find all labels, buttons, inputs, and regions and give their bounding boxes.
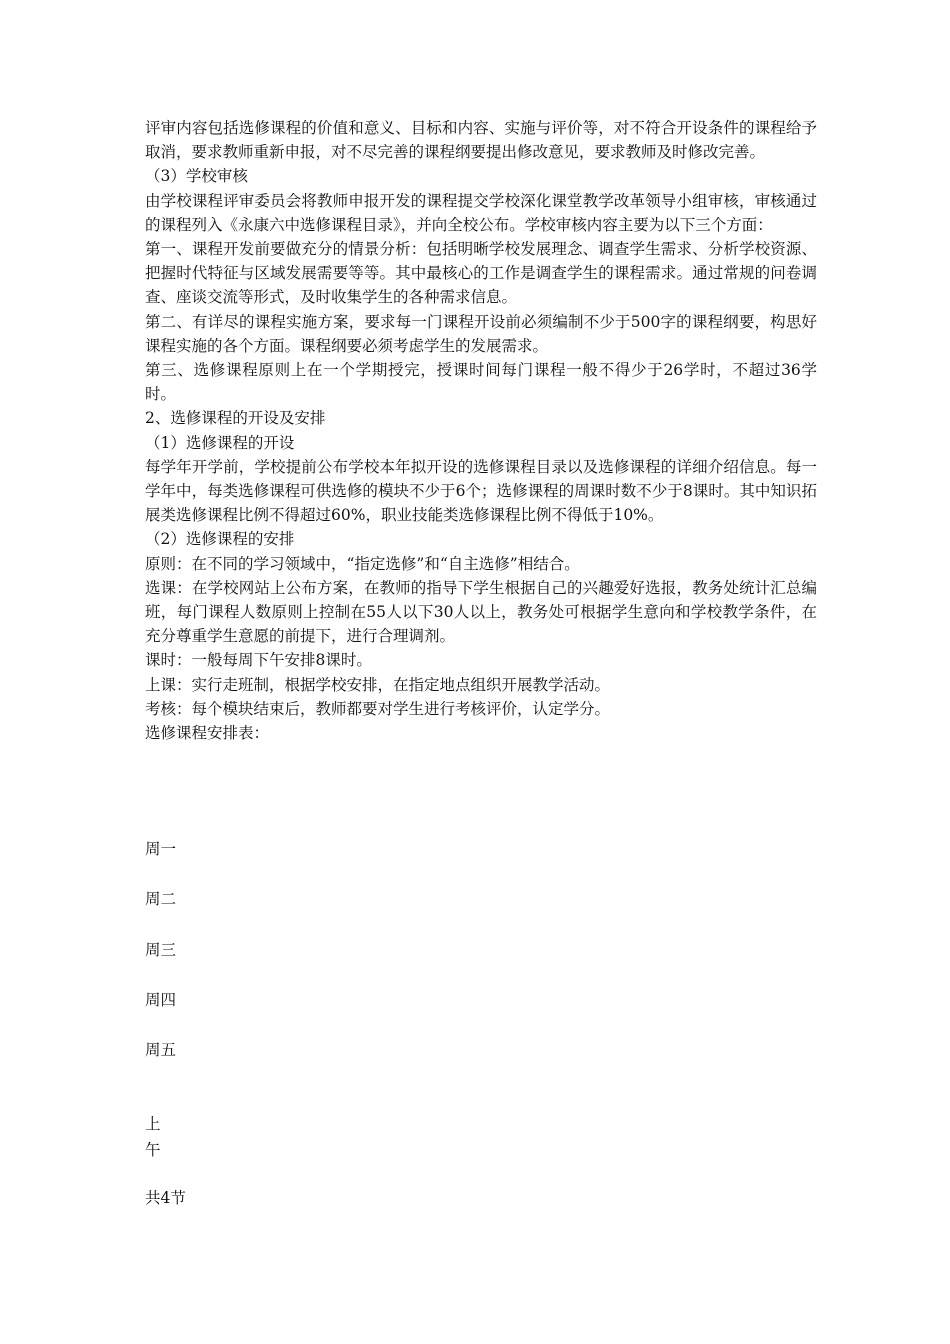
paragraph-attending-class: 上课：实行走班制，根据学校安排，在指定地点组织开展教学活动。	[145, 675, 611, 694]
table-day-friday: 周五	[145, 1041, 177, 1059]
paragraph-point-one: 第一、课程开发前要做充分的情景分析：包括明晰学校发展理念、调查学生需求、分析学校资源、把握时代特征与区域发展需要等等。其中最核心的工作是调查学生的课程需求。通过常规的问卷调查、座谈交流等形式，及时收集学生的各种需求信息。	[145, 240, 817, 307]
paragraph-course-opening: 每学年开学前，学校提前公布学校本年拟开设的选修课程目录以及选修课程的详细介绍信息。每一学年中，每类选修课程可供选修的模块不少于6个；选修课程的周课时数不少于8课时。其中知识拓展类选修课程比例不得超过60%，职业技能类选修课程比例不得低于10%。	[145, 457, 817, 525]
heading-course-arrangement: 2、选修课程的开设及安排	[145, 409, 326, 428]
heading-course-schedule: （2）选修课程的安排	[145, 530, 295, 549]
table-total-periods: 共4节	[145, 1189, 186, 1207]
table-day-wednesday: 周三	[145, 941, 177, 959]
heading-course-opening: （1）选修课程的开设	[145, 433, 295, 452]
paragraph-school-review: 由学校课程评审委员会将教师申报开发的课程提交学校深化课堂教学改革领导小组审核，审核通过的课程列入《永康六中选修课程目录》，并向全校公布。学校审核内容主要为以下三个方面：	[145, 191, 817, 234]
table-day-monday: 周一	[145, 840, 177, 858]
heading-school-review: （3）学校审核	[145, 167, 248, 186]
table-period-line2: 午	[145, 1141, 161, 1159]
paragraph-review-content: 评审内容包括选修课程的价值和意义、目标和内容、实施与评价等，对不符合开设条件的课程给予取消，要求教师重新申报，对不尽完善的课程纲要提出修改意见，要求教师及时修改完善。	[145, 119, 817, 162]
paragraph-class-hours: 课时：一般每周下午安排8课时。	[145, 651, 372, 670]
paragraph-course-selection: 选课：在学校网站上公布方案，在教师的指导下学生根据自己的兴趣爱好选报，教务处统计汇总编班，每门课程人数原则上控制在55人以下30人以上，教务处可根据学生意向和学校教学条件，在充分尊重学生意愿的前提下，进行合理调剂。	[145, 578, 817, 646]
paragraph-point-three: 第三、选修课程原则上在一个学期授完，授课时间每门课程一般不得少于26学时，不超过36学时。	[145, 361, 817, 404]
paragraph-point-two: 第二、有详尽的课程实施方案，要求每一门课程开设前必须编制不少于500字的课程纲要，构思好课程实施的各个方面。课程纲要必须考虑学生的发展需求。	[145, 312, 817, 355]
document-body	[145, 116, 817, 745]
paragraph-schedule-table-title: 选修课程安排表：	[145, 724, 270, 743]
table-period-line1: 上	[145, 1115, 161, 1133]
table-day-tuesday: 周二	[145, 890, 177, 908]
paragraph-assessment: 考核：每个模块结束后，教师都要对学生进行考核评价，认定学分。	[145, 699, 611, 718]
paragraph-principle: 原则：在不同的学习领域中，“指定选修”和“自主选修”相结合。	[145, 554, 580, 573]
table-day-thursday: 周四	[145, 991, 177, 1009]
